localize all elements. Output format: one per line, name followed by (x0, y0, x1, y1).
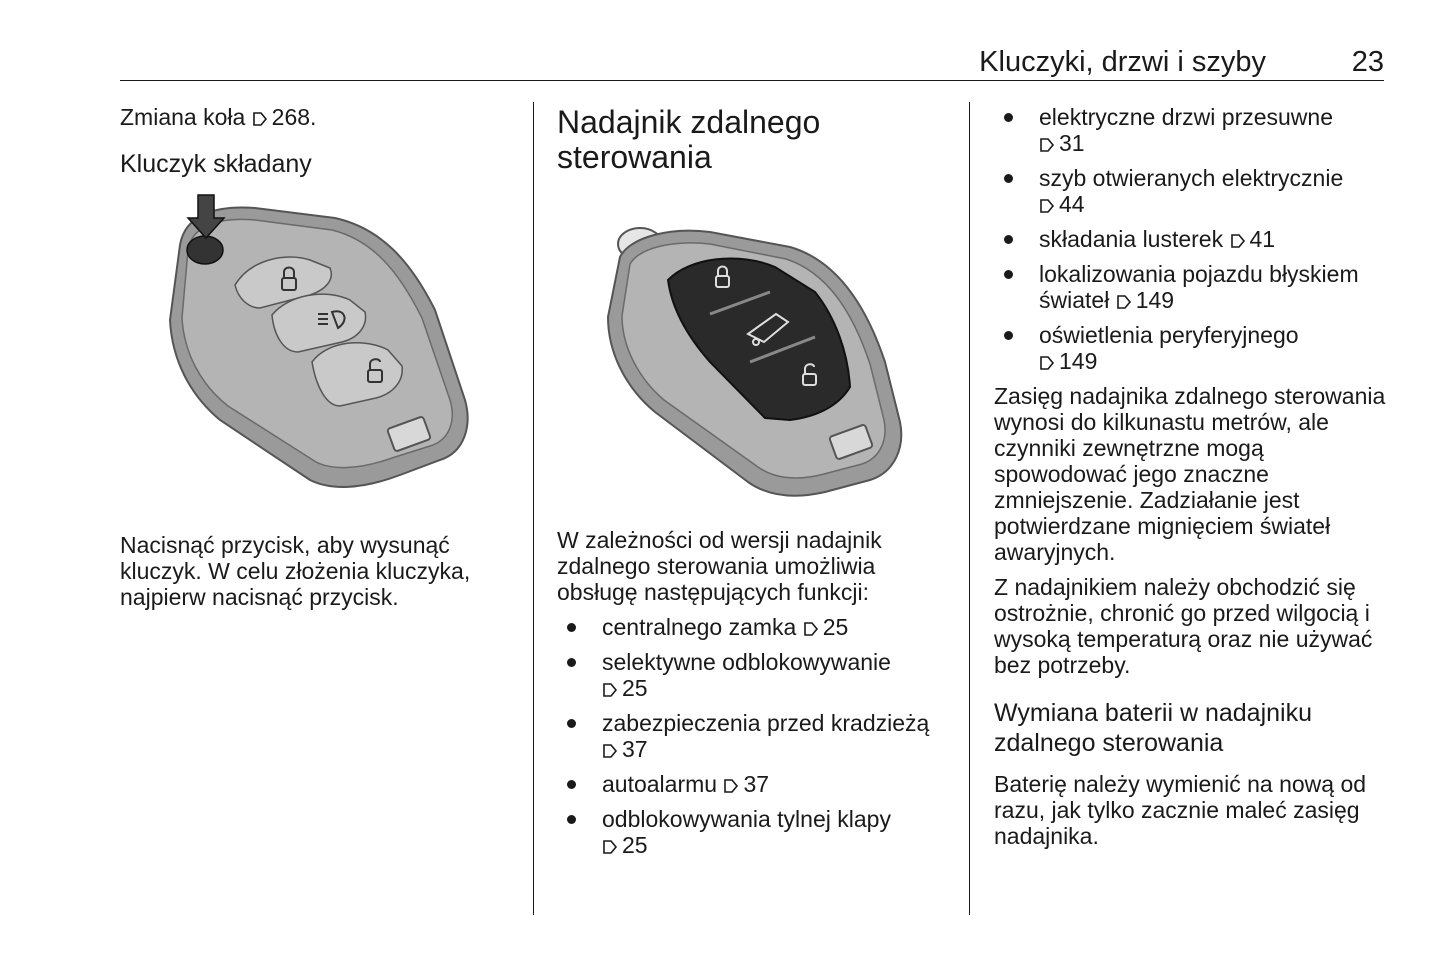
page-reference-icon (723, 779, 739, 793)
list-item: odblokowywania tylnej klapy 25 (557, 806, 952, 858)
key-body (170, 207, 468, 486)
remote-control-illustration (600, 222, 910, 497)
column-divider (533, 102, 534, 915)
page-reference-icon (1039, 199, 1055, 213)
page-reference-icon (602, 840, 618, 854)
column-right (994, 104, 1386, 849)
cross-reference[interactable]: Zmiana koła 268. (120, 104, 317, 130)
page-reference[interactable]: 25 (803, 614, 849, 640)
page-reference[interactable]: 44 (1039, 191, 1085, 217)
list-item: elektryczne drzwi przesuwne 31 (994, 104, 1386, 156)
page-reference[interactable]: 37 (723, 771, 769, 797)
page-reference[interactable]: 149 (1116, 287, 1174, 313)
page-reference-icon (252, 112, 268, 126)
page-reference-icon (1039, 138, 1055, 152)
paragraph: Z nadajnikiem należy obchodzić się ostrożnie, chronić go przed wilgocią i wysoką temperaturą oraz nie używać bez potrzeby. (994, 574, 1373, 678)
page-reference[interactable]: 25 (602, 675, 648, 701)
folding-key-illustration (160, 190, 480, 505)
page-reference-icon (1230, 234, 1246, 248)
page-reference-icon (1116, 295, 1132, 309)
list-item: szyb otwieranych elektrycznie 44 (994, 165, 1386, 217)
column-left-text (120, 532, 510, 610)
list-item: składania lusterek 41 (994, 226, 1386, 252)
list-item: selektywne odblokowywanie 25 (557, 649, 952, 701)
page-reference-icon (1039, 356, 1055, 370)
paragraph: Zasięg nadajnika zdalnego sterowania wynosi do kilkunastu metrów, ale czynniki zewnętrzne mogą spowodować jego znaczne zmniejszenie. Zadziałanie jest potwierdzane mignięciem świateł awaryjnych. (994, 383, 1386, 565)
page-reference-icon (602, 744, 618, 758)
paragraph: Baterię należy wymienić na nową od razu, jak tylko zacznie maleć zasięg nadajnika. (994, 771, 1367, 849)
subsection-heading: Wymiana baterii w nadajniku zdalnego sterowania (994, 699, 1312, 757)
list-item: oświetlenia peryferyjnego 149 (994, 322, 1386, 374)
intro-paragraph: W zależności od wersji nadajnik zdalnego sterowania umożliwia obsługę następujących funkcji: (557, 527, 882, 605)
page-reference[interactable]: 25 (602, 832, 648, 858)
list-item: centralnego zamka 25 (557, 614, 952, 640)
chapter-title: Kluczyki, drzwi i szyby (979, 46, 1266, 78)
section-title: Nadajnik zdalnego sterowania (557, 104, 821, 175)
list-item: lokalizowania pojazdu błyskiem świateł 149 (994, 261, 1386, 313)
list-item: zabezpieczenia przed kradzieżą 37 (557, 710, 952, 762)
column-divider (969, 102, 970, 915)
page-reference[interactable]: 41 (1230, 226, 1276, 252)
page-reference[interactable]: 149 (1039, 348, 1097, 374)
column-middle (557, 105, 952, 175)
page-header (120, 44, 1384, 81)
remote-body (608, 228, 901, 496)
list-item: autoalarmu 37 (557, 771, 952, 797)
page-reference-icon (803, 622, 819, 636)
paragraph: Nacisnąć przycisk, aby wysunąć kluczyk. W celu złożenia kluczyka, najpierw nacisnąć przycisk. (120, 532, 471, 610)
function-list (557, 614, 952, 858)
page-number: 23 (1351, 46, 1384, 78)
page-reference-icon (602, 683, 618, 697)
page-reference[interactable]: 31 (1039, 130, 1085, 156)
page-reference[interactable]: 37 (602, 736, 648, 762)
column-left (120, 104, 510, 179)
function-list-continued (994, 104, 1386, 374)
column-middle-text (557, 527, 952, 858)
section-heading: Kluczyk składany (120, 150, 312, 178)
